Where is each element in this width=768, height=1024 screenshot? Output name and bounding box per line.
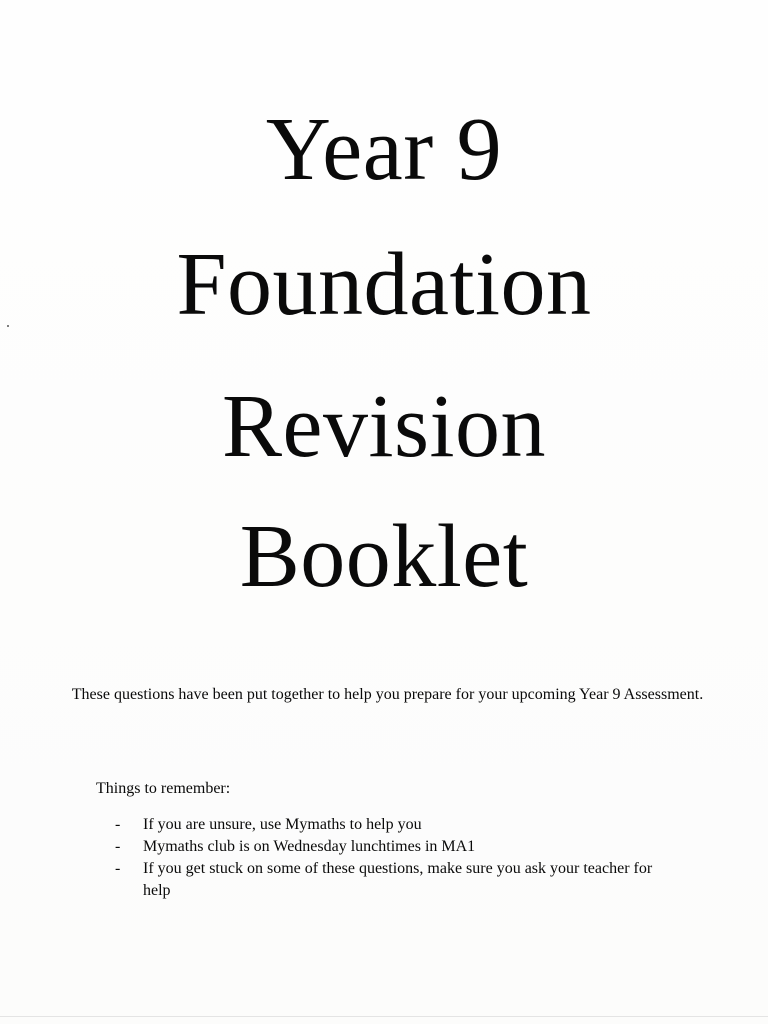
reminder-list [115, 814, 675, 902]
reminder-text: If you are unsure, use Mymaths to help you [143, 816, 422, 833]
title-line-1: Year 9 [265, 100, 503, 199]
title-line-3: Revision [221, 377, 546, 476]
list-item [115, 836, 675, 858]
list-item [115, 814, 675, 836]
reminder-text: Mymaths club is on Wednesday lunchtimes in MA1 [143, 838, 476, 855]
bullet-dash: - [115, 860, 121, 877]
reminder-text: If you get stuck on some of these questions, make sure you ask your teacher for help [143, 860, 653, 899]
remember-heading: Things to remember: [96, 780, 231, 797]
intro-paragraph: These questions have been put together to help you prepare for your upcoming Year 9 Assessment. [71, 686, 704, 703]
scan-edge-line [0, 1016, 768, 1017]
bullet-dash: - [115, 838, 121, 855]
title-line-2: Foundation [176, 235, 592, 334]
title-line-4: Booklet [239, 507, 529, 606]
list-item [115, 858, 675, 902]
bullet-dash: - [115, 816, 121, 833]
